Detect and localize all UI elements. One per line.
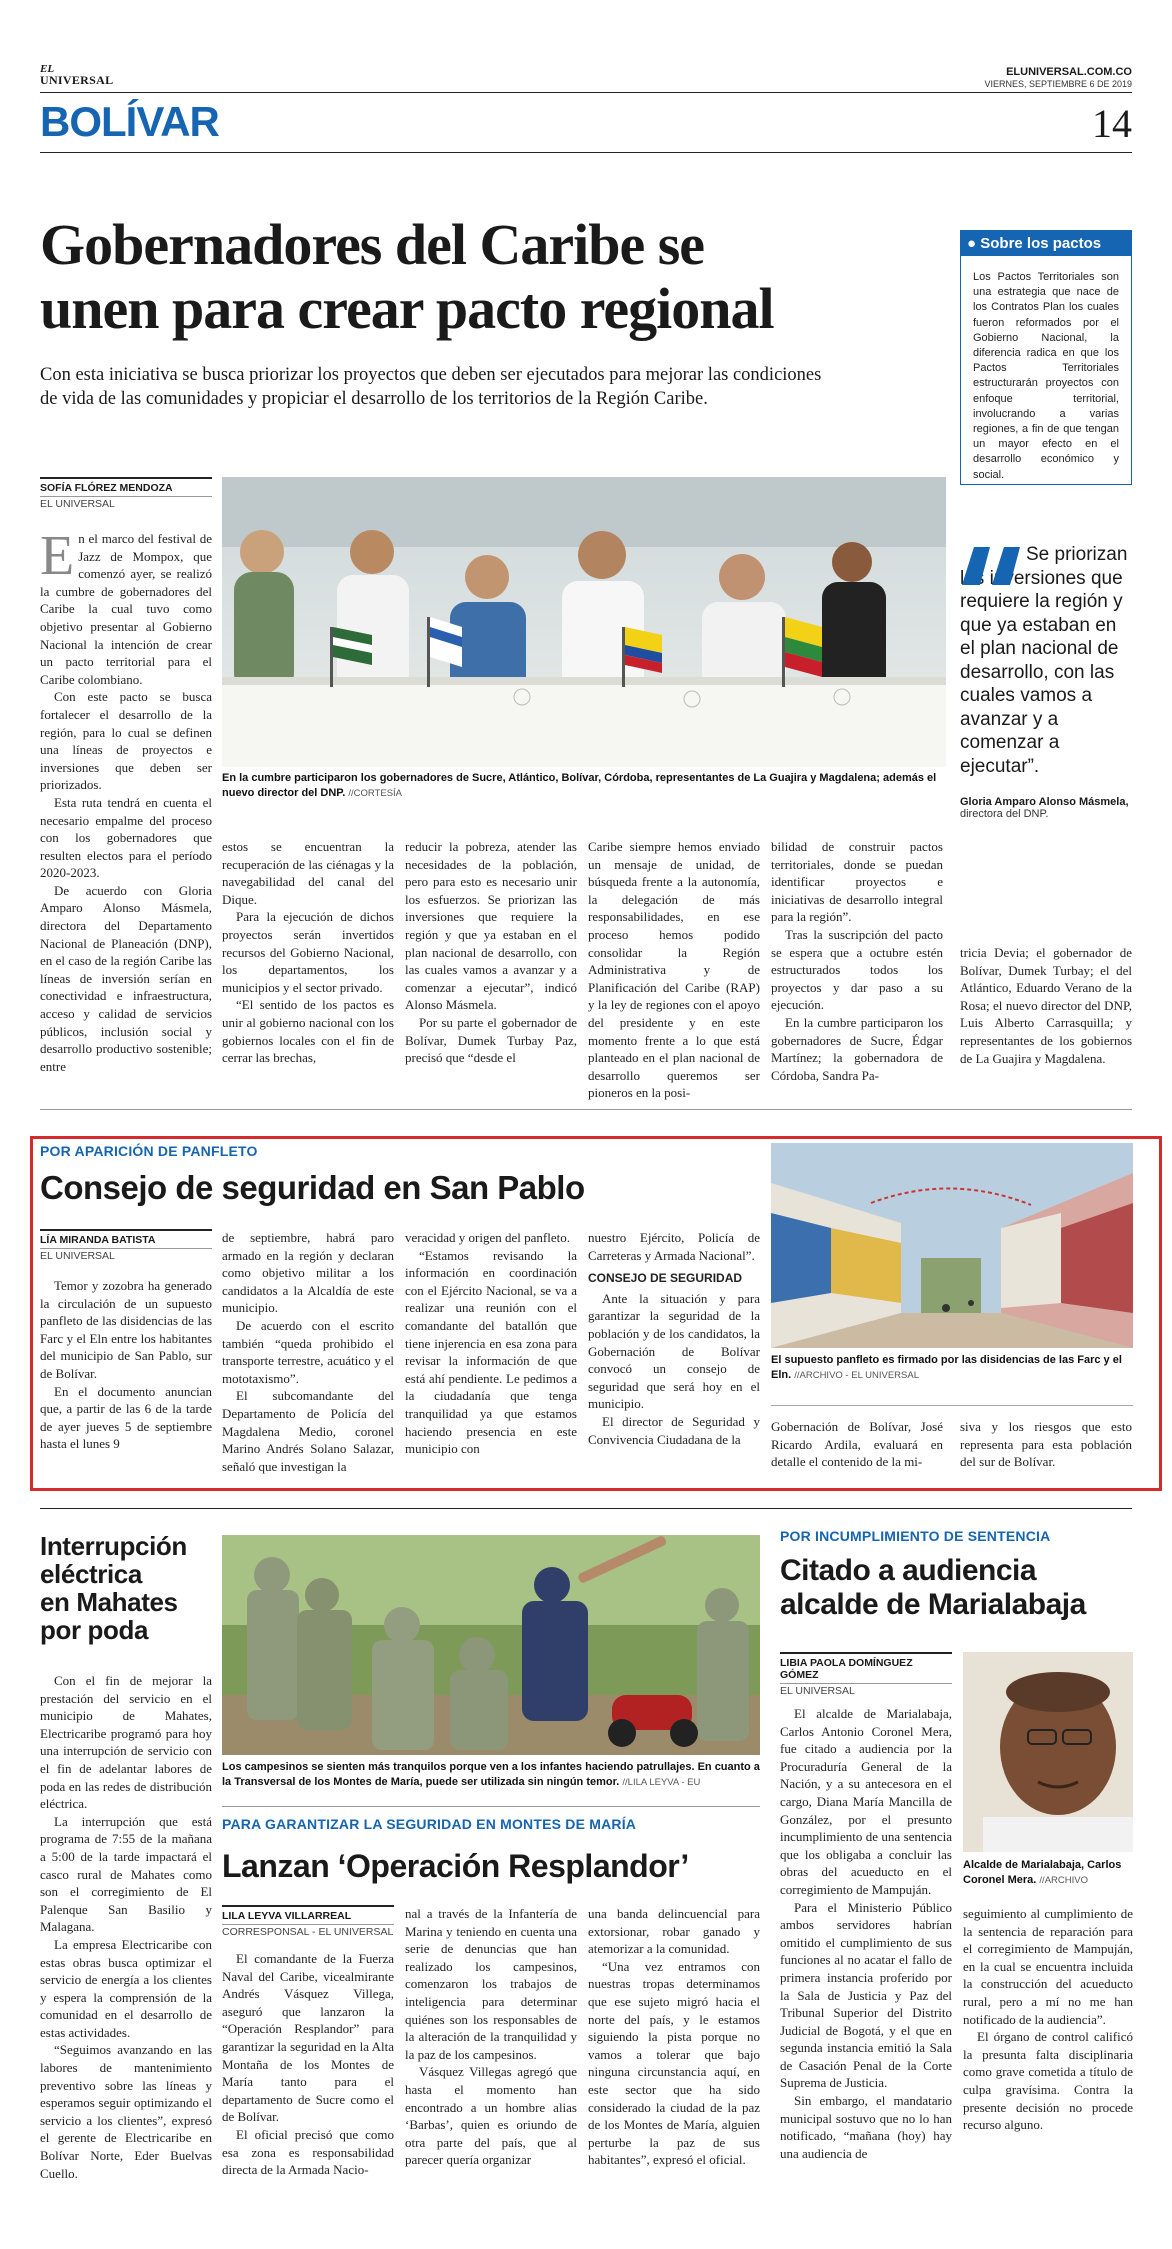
sidebar-title: Sobre los pactos	[980, 235, 1102, 252]
mayor-column-1	[780, 1705, 952, 2162]
security-col3-p1: veracidad y origen del panfleto.	[405, 1230, 570, 1245]
resplandor-column-1	[222, 1950, 394, 2179]
lead-col4-p1: Caribe siempre hemos enviado un mensaje de unidad, de búsqueda frente a la autonomía, la delegación de más responsabilidades, en ese proceso hemos podido consolidar la Región Administrativa y de Planificación del Caribe (RAP) y la ley de regiones con el apoyo del presidente y en este momento frente a lo que está planteado en el plan nacional de desarrollo queremos ser pioneros en la posi-	[588, 839, 760, 1101]
sidebar-box	[960, 230, 1132, 485]
lead-headline-line1: Gobernadores del Caribe se	[40, 212, 705, 277]
security-col2-p2: De acuerdo con el escrito también “queda prohibido el transporte terrestre, acuático y el mototaxismo”.	[222, 1317, 394, 1386]
security-byline-outlet: EL UNIVERSAL	[40, 1248, 212, 1262]
security-col6-p1: siva y los riesgos que esto representa para esta población del sur de Bolívar.	[960, 1419, 1132, 1470]
resplandor-column-3	[588, 1905, 760, 2169]
security-column-1	[40, 1277, 212, 1453]
issue-date: VIERNES, SEPTIEMBRE 6 DE 2019	[984, 79, 1132, 89]
masthead-logo[interactable]	[40, 64, 113, 86]
pull-quote	[960, 543, 1132, 820]
security-col2-p3: El subcomandante del Departamento de Policía del Magdalena Medio, coronel Marino Andrés Solano Salazar, señaló que investigan la	[222, 1388, 394, 1474]
lead-byline	[40, 477, 212, 510]
mayor-byline-outlet: EL UNIVERSAL	[780, 1683, 952, 1697]
pull-quote-text: Se priorizan las inversiones que requiere la región y que ya estaban en el plan nacional de desarrollo, con las cuales vamos a avanzar y a comenzar a ejecutar”.	[960, 544, 1128, 777]
masthead-rule	[40, 92, 1132, 93]
lead-photo	[222, 477, 946, 767]
security-col4-p2: Ante la situación y para garantizar la seguridad de la población y de los candidatos, la Gobernación de Bolívar convocó un consejo de seguridad que será hoy en el municipio.	[588, 1290, 760, 1412]
resplandor-byline-outlet: CORRESPONSAL - EL UNIVERSAL	[222, 1926, 394, 1938]
security-col2-p1: de septiembre, habrá paro armado en la región y declaran como objetivo militar a los candidatos a la Alcaldía de este municipio.	[222, 1230, 394, 1316]
mayor-col2-p2: El órgano de control calificó la presunta falta disciplinaria como grave cometida a título de culpa gravísima. Contra la presente decisión no procede recurso alguno.	[963, 2029, 1133, 2133]
lead-column-5	[771, 838, 943, 1084]
lead-deck	[40, 363, 940, 411]
security-byline-name[interactable]: LÍA MIRANDA BATISTA	[40, 1234, 156, 1246]
mayor-col1-p2: Para el Ministerio Público ambos servidores habrían omitido el cumplimiento de sus funciones al no acatar el fallo de primera instancia proferido por la Sala de Justicia y Paz del Tribunal Superior del Distrito Judicial de Bogotá, y el que en segunda instancia emitió la Sala de Casación Penal de la Corte Suprema de Justicia.	[780, 1899, 952, 2091]
lead-headline-line2: unen para crear pacto regional	[40, 276, 774, 341]
lead-column-6	[960, 944, 1132, 1067]
security-photo-rule	[771, 1405, 1133, 1406]
sidebar-body: Los Pactos Territoriales son una estrategia que nace de los Contratos Plan los cuales fueron reformados por el Gobierno Nacional, la diferencia radica en que los Pactos Territoriales estructurarán proyectos con enfoque territorial, involucrando a varias regiones, a fin de que tengan un mayor efecto en el desarrollo económico y social.	[973, 271, 1119, 481]
resplandor-column-2	[405, 1905, 577, 2169]
lead-column-3	[405, 838, 577, 1067]
lead-col1-p2: Con este pacto se busca fortalecer el desarrollo de la región, para lo cual se definen una líneas de proyectos e inversiones que deben ser priorizados.	[40, 689, 212, 793]
security-column-3	[405, 1229, 577, 1458]
power-p2: La interrupción que está programa de 7:55 de la mañana a 5:00 de la tarde impactará el casco rural de Mahates como son el corregimiento de El Palenque San Basilio y Malagana.	[40, 1813, 212, 1935]
power-headline[interactable]	[40, 1532, 212, 1644]
power-headline-l4: por poda	[40, 1615, 149, 1645]
mayor-kicker: POR INCUMPLIMIENTO DE SENTENCIA	[780, 1528, 1051, 1544]
sidebar-header	[961, 231, 1131, 256]
mayor-headline-l2: alcalde de Marialabaja	[780, 1588, 1086, 1621]
lead-caption-credit: //CORTESÍA	[348, 787, 403, 799]
soldiers-caption-text: Los campesinos se sienten más tranquilos porque ven a los infantes haciendo patrullajes. En cuanto a la Transversal de los Montes de María, puede ser utilizada sin ningún temor.	[222, 1761, 760, 1788]
lead-column-4	[588, 838, 760, 1102]
resplandor-byline-name[interactable]: LILA LEYVA VILLARREAL	[222, 1910, 352, 1922]
lead-col6-p1: tricia Devia; el gobernador de Bolívar, Dumek Turbay; el del Atlántico, Eduardo Verano de la Rosa; el nuevo director del DNP, Luis Alberto Carrasquilla; y representantes de los gobiernos de La Guajira y Magdalena.	[960, 945, 1132, 1066]
power-headline-l2: eléctrica	[40, 1559, 142, 1589]
resplandor-col1-p2: El oficial precisó que como esa zona es responsabilidad directa de la Armada Nacio-	[222, 2126, 394, 2178]
security-col1-p2: En el documento anuncian que, a partir de las 6 de la tarde de ayer jueves 5 de septiembre hasta el lunes 9	[40, 1383, 212, 1452]
security-byline	[40, 1229, 212, 1262]
mayor-column-2	[963, 1905, 1133, 2134]
security-caption-text: El supuesto panfleto es firmado por las disidencias de las Farc y el Eln.	[771, 1354, 1122, 1381]
lead-deck-line1: Con esta iniciativa se busca priorizar los proyectos que deben ser ejecutados para mejorar las condiciones	[40, 365, 822, 385]
resplandor-kicker: PARA GARANTIZAR LA SEGURIDAD EN MONTES DE MARÍA	[222, 1816, 637, 1832]
power-body	[40, 1672, 212, 2182]
lead-column-2	[222, 838, 394, 1067]
mayor-byline	[780, 1652, 952, 1697]
security-col3-p2: “Estamos revisando la información en coordinación con el Ejército Nacional, se va a realizar una reunión con el comandante del batallón que tiene injerencia en esa zona para revisar la información de que está ahí pendiente. Le pedimos a la ciudadanía que tenga tranquilidad ya que estamos haciendo presencia en este municipio con	[405, 1247, 577, 1457]
site-url[interactable]: ELUNIVERSAL.COM.CO	[1006, 66, 1132, 78]
resplandor-byline	[222, 1905, 394, 1938]
page-number: 14	[1092, 101, 1132, 146]
lead-deck-line2: de vida de las comunidades y propiciar el desarrollo de los territorios de la Región Caribe.	[40, 389, 708, 409]
lead-col2-p1: estos se encuentran la recuperación de las ciénagas y la navegabilidad del canal del Dique.	[222, 839, 394, 907]
lead-caption-text: En la cumbre participaron los gobernadores de Sucre, Atlántico, Bolívar, Córdoba, representantes de La Guajira y Magdalena; además el nuevo director del DNP.	[222, 772, 937, 799]
power-headline-l3: en Mahates	[40, 1587, 178, 1617]
lead-col1-p4: De acuerdo con Gloria Amparo Alonso Másmela, directora del Departamento Nacional de Planeación (DNP), en el caso de la región Caribe las líneas de inversión serían en conectividad e infraestructura, acceso y calidad de servicios públicos, inclusión social y desarrollo productivo sostenible; entre	[40, 882, 212, 1074]
lead-col5-p3: En la cumbre participaron los gobernadores de Sucre, Édgar Martínez; la gobernadora de Córdoba, Sandra Pa-	[771, 1014, 943, 1083]
logo-line1: EL	[40, 63, 55, 75]
security-col4-p3: El director de Seguridad y Convivencia Ciudadana de la	[588, 1413, 760, 1447]
power-p1: Con el fin de mejorar la prestación del servicio en el municipio de Mahates, Electricaribe programó para hoy una interrupción de servicio con el fin de adelantar labores de poda en las redes de distribución eléctrica.	[40, 1673, 212, 1812]
lead-col2-p2: Para la ejecución de dichos proyectos serán invertidos recursos del Gobierno Nacional, los departamentos, los municipios y el sector privado.	[222, 909, 394, 995]
mayor-caption-credit: //ARCHIVO	[1039, 1874, 1088, 1886]
mayor-caption-text: Alcalde de Marialabaja, Carlos Coronel Mera.	[963, 1859, 1122, 1886]
security-col5-p1: Gobernación de Bolívar, José Ricardo Ardila, evaluará en detalle el contenido de la mi-	[771, 1419, 943, 1470]
resplandor-col3-p1: una banda delincuencial para extorsionar, robar ganado y atemorizar a la comunidad.	[588, 1906, 760, 1957]
security-col4-p1: nuestro Ejército, Policía de Carreteras y Armada Nacional”.	[588, 1230, 760, 1263]
lead-col5-p2: Tras la suscripción del pacto se espera que a octubre estén estructurados todos los proyectos y dar paso a su ejecución.	[771, 926, 943, 1013]
san-pablo-photo	[771, 1143, 1133, 1348]
mayor-col2-p1: seguimiento al cumplimiento de la sentencia de reparación para el corregimiento de Mampuján, en la cual se encuentra incluida la construcción del acueducto rural, pero a mí no me han notificado de la audiencia”.	[963, 1906, 1133, 2027]
divider-1	[40, 1109, 1132, 1110]
resplandor-col2-p1: nal a través de la Infantería de Marina y teniendo en cuenta una serie de denuncias que han realizado los campesinos, comenzaron los trabajos de inteligencia para determinar quiénes son los responsables de la alteración de la tranquilidad y la paz de los campesinos.	[405, 1906, 577, 2062]
section-title[interactable]: BOLÍVAR	[40, 98, 219, 145]
logo-line2: UNIVERSAL	[40, 73, 114, 87]
pull-quote-author: Gloria Amparo Alonso Másmela,	[960, 796, 1129, 808]
lead-col2-p3: “El sentido de los pactos es unir al gobierno nacional con los gobiernos locales con el fin de cerrar las brechas,	[222, 997, 394, 1066]
power-headline-l1: Interrupción	[40, 1531, 187, 1561]
security-subhead: CONSEJO DE SEGURIDAD	[588, 1271, 743, 1286]
security-photo-caption	[771, 1353, 1133, 1383]
lead-col1-p1: n el marco del festival de Jazz de Mompox, que comenzó ayer, se realizó la cumbre de gobernadores del Caribe la cual tuvo como objetivo presentar al Gobierno Nacional la intención de crear un pacto territorial para el Caribe colombiano.	[40, 531, 212, 687]
resplandor-col3-p2: “Una vez entramos con nuestras tropas determinamos que ese sujeto migró hacia el norte del país, y le estamos siguiendo la pista porque no vamos a tolerar que bajo ninguna circunstancia aquí, en este sector que ha sido considerado la ciudad de la paz de los Montes de María, alguien perturbe la paz de sus habitantes”, expresó el oficial.	[588, 1958, 760, 2168]
resplandor-top-rule	[222, 1806, 760, 1807]
security-column-6	[960, 1418, 1132, 1471]
lead-byline-outlet: EL UNIVERSAL	[40, 496, 212, 510]
divider-2	[40, 1508, 1132, 1509]
lead-column-1	[40, 525, 212, 1075]
quote-mark-icon	[960, 545, 1022, 587]
resplandor-col1-p1: El comandante de la Fuerza Naval del Caribe, vicealmirante Andrés Vásquez Villega, aseguró que lanzaron la “Operación Resplandor” para garantizar la seguridad en la Alta Montaña de los Montes de María tanto para el departamento de Sucre como el de Bolívar.	[222, 1951, 394, 2125]
resplandor-headline[interactable]: Lanzan ‘Operación Resplandor’	[222, 1848, 689, 1884]
security-caption-credit: //ARCHIVO - EL UNIVERSAL	[794, 1369, 919, 1381]
mayor-headline-l1: Citado a audiencia	[780, 1554, 1037, 1587]
security-column-4	[588, 1229, 760, 1448]
pull-quote-role: directora del DNP.	[960, 808, 1049, 820]
lead-headline	[40, 213, 960, 341]
drop-cap: E	[40, 525, 75, 587]
security-col1-p1: Temor y zozobra ha generado la circulación de un supuesto panfleto de las disidencias de las Farc y el Eln entre los habitantes del municipio de San Pablo, sur de Bolívar.	[40, 1278, 212, 1381]
lead-col5-p1: bilidad de construir pactos territoriales, donde se puedan identificar proyectos e iniciativas de desarrollo integral para la región”.	[771, 839, 943, 925]
security-kicker: POR APARICIÓN DE PANFLETO	[40, 1143, 258, 1159]
security-column-5	[771, 1418, 943, 1471]
mayor-headline[interactable]	[780, 1554, 1135, 1622]
mayor-col1-p3: Sin embargo, el mandatario municipal sostuvo que no lo han notificado, “mañana (hoy) hay una audiencia de	[780, 2093, 952, 2161]
mayor-byline-name[interactable]: LIBIA PAOLA DOMÍNGUEZ GÓMEZ	[780, 1657, 913, 1681]
lead-photo-caption	[222, 771, 946, 801]
lead-col3-p1: reducir la pobreza, atender las necesidades de la población, pero para esto es necesario unir los esfuerzos. Se priorizan las inversiones que requiere la región y que ya estaban en el plan nacional de desarrollo, con las cuales vamos a avanzar y a comenzar a ejecutar”, indicó Alonso Másmela.	[405, 839, 577, 1013]
power-p3: La empresa Electricaribe con estas obras busca optimizar el servicio de energía a los clientes y espera la comprensión de la comunidad en el desarrollo de estas actividades.	[40, 1936, 212, 2040]
mayor-photo-caption	[963, 1858, 1133, 1888]
lead-col1-p3: Esta ruta tendrá en cuenta el necesario empalme del proceso con los gobernadores que resulten electos para el período 2020-2023.	[40, 794, 212, 881]
mayor-col1-p1: El alcalde de Marialabaja, Carlos Antonio Coronel Mera, fue citado a audiencia por la Procuraduría General de la Nación, y a su antecesora en el cargo, Diana María Mancilla de González, por el presunto incumplimiento de una sentencia que los obligaba a concluir las obras del acueducto en el corregimiento de Mampuján.	[780, 1706, 952, 1897]
section-rule	[40, 152, 1132, 153]
security-headline[interactable]: Consejo de seguridad en San Pablo	[40, 1169, 585, 1206]
security-column-2	[222, 1229, 394, 1475]
lead-col3-p2: Por su parte el gobernador de Bolívar, Dumek Turbay Paz, precisó que “desde el	[405, 1014, 577, 1066]
mayor-photo	[963, 1652, 1133, 1852]
soldiers-photo	[222, 1535, 760, 1755]
bullet-icon: ●	[967, 235, 977, 252]
power-p4: “Seguimos avanzando en las labores de mantenimiento preventivo sobre las líneas y esperamos seguir optimizando el servicio a los clientes”, expresó el gerente de Electricaribe en Bolívar Norte, Eder Buelvas Cuello.	[40, 2042, 212, 2181]
lead-byline-name[interactable]: SOFÍA FLÓREZ MENDOZA	[40, 482, 173, 494]
soldiers-caption-credit: //LILA LEYVA - EU	[622, 1776, 701, 1788]
soldiers-photo-caption	[222, 1760, 760, 1790]
resplandor-col2-p2: Vásquez Villegas agregó que hasta el momento han encontrado a un hombre alias ‘Barbas’, quien es oriundo de otra parte del país, que al parecer quería organizar	[405, 2064, 577, 2168]
